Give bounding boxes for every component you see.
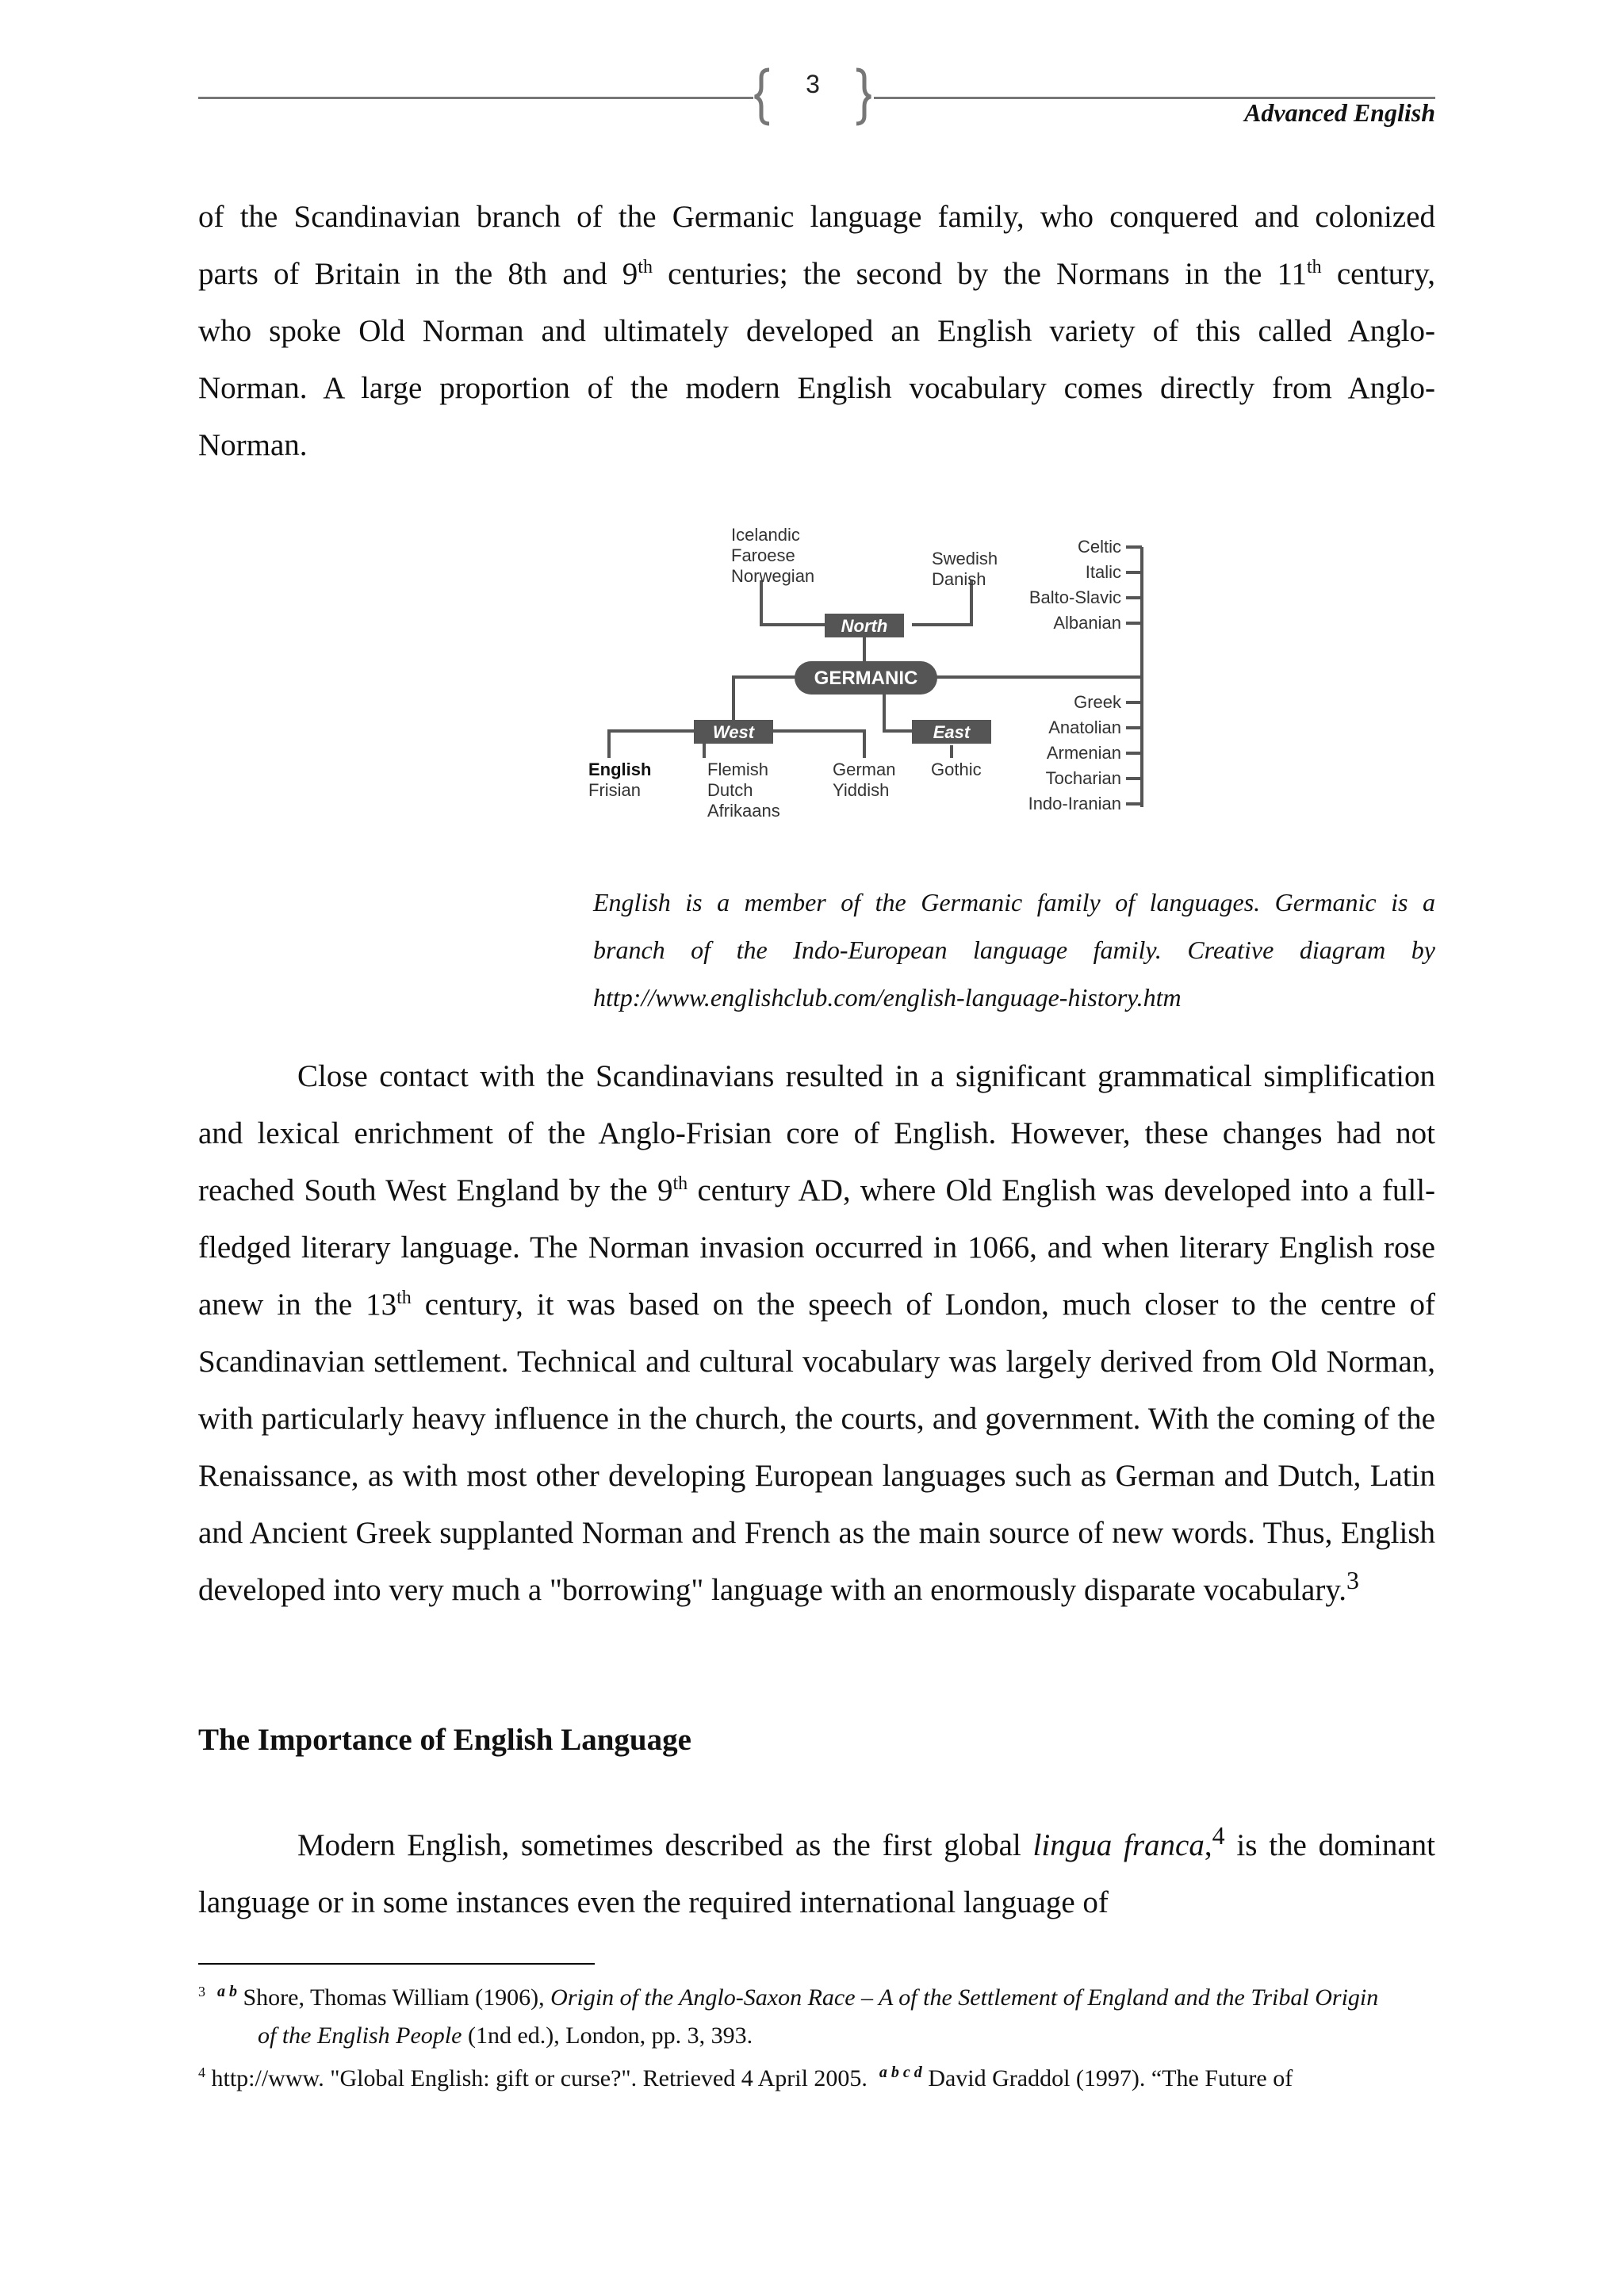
caption-line-1: English is a member of the Germanic family of languages. Germanic is a — [593, 888, 1435, 916]
footnote-number: 3 — [198, 1984, 205, 1999]
germanic-language-tree-figure — [579, 523, 1182, 840]
tree-label-icelandic: Icelandic — [731, 525, 800, 545]
text-run: century, it was based on the speech of London, much closer to the centre of Scandinavian settlement. Technical and cultural vocabulary was largely derived from Old Norman, with particularly heavy influence in the church, the courts, and government. With the coming of the Renaissance, as with most other developing European languages such as German and Dutch, Latin and Ancient Greek supplanted Norman and French as the main source of new words. Thus, English developed into very much a "borrowing" language with an enormously disparate vocabulary. — [198, 1288, 1435, 1607]
footnote-4-line-1 — [198, 2060, 1435, 2098]
footnote-ref-3[interactable]: 3 — [1346, 1566, 1360, 1594]
paragraph-1-line-2 — [198, 246, 1435, 303]
footnote-number: 4 — [198, 2064, 205, 2080]
superscript: th — [1307, 257, 1322, 277]
page-number-bracket — [752, 63, 874, 127]
tree-label-flemish: Flemish — [707, 760, 769, 779]
tree-label-albanian: Albanian — [1053, 613, 1121, 633]
paragraph-1 — [198, 189, 1435, 474]
text-run: , — [1204, 1828, 1212, 1862]
tree-label-gothic: Gothic — [931, 760, 982, 779]
superscript: th — [396, 1288, 412, 1308]
tree-label-frisian: Frisian — [588, 780, 642, 800]
text-run: http://www. "Global English: gift or curse?". Retrieved 4 April 2005. — [205, 2065, 874, 2091]
tree-label-west: West — [712, 722, 755, 742]
tree-label-afrikaans: Afrikaans — [707, 801, 780, 821]
text-run: century AD, where Old English was developed into a full-fledged literary language. The Norman invasion occurred in 1066, and when literary English rose anew in the 13 — [198, 1173, 1436, 1322]
tree-label-indo-iranian: Indo-Iranian — [1028, 794, 1121, 813]
tree-label-german: German — [833, 760, 896, 779]
tree-label-danish: Danish — [932, 569, 986, 589]
italic-title: of the English People — [258, 2022, 462, 2049]
footnote-separator — [198, 1963, 595, 1965]
backref-marks[interactable]: a b — [217, 1983, 237, 2000]
tree-label-swedish: Swedish — [932, 549, 998, 568]
page-number: 3 — [806, 70, 820, 98]
figure-caption — [593, 878, 1435, 1021]
tree-label-east: East — [933, 722, 971, 742]
tree-label-norwegian: Norwegian — [731, 566, 815, 586]
footnote-3 — [198, 1979, 1435, 2055]
tree-label-anatolian: Anatolian — [1048, 718, 1121, 737]
footnote-3-line-1 — [198, 1979, 1435, 2017]
italic-title: Origin of the Anglo-Saxon Race – A of the Settlement of England and the Tribal Origin — [550, 1984, 1379, 2011]
section-heading: The Importance of English Language — [198, 1723, 691, 1757]
footnote-3-line-2 — [198, 2017, 1435, 2055]
tree-label-celtic: Celtic — [1077, 537, 1121, 557]
text-run: Modern English, sometimes described as the first global — [297, 1828, 1033, 1862]
tree-label-dutch: Dutch — [707, 780, 753, 800]
tree-label-north: North — [841, 616, 888, 636]
caption-line-3: http://www.englishclub.com/english-language-history.htm — [593, 983, 1182, 1012]
text-run: David Graddol (1997). “The Future of — [921, 2065, 1293, 2091]
language-tree-diagram — [579, 523, 1182, 840]
paragraph-3 — [198, 1817, 1435, 1931]
tree-label-faroese: Faroese — [731, 545, 795, 565]
caption-line-2: branch of the Indo-European language family. Creative diagram by — [593, 936, 1435, 964]
paragraph-2 — [198, 1048, 1435, 1619]
text-run: century, — [1321, 257, 1435, 291]
text-run: Shore, Thomas William (1906), — [237, 1984, 551, 2011]
paragraph-1-line-4: Norman. A large proportion of the modern English vocabulary comes directly from Anglo- — [198, 371, 1435, 405]
tree-label-italic: Italic — [1085, 562, 1121, 582]
footnote-4 — [198, 2060, 1435, 2098]
tree-label-balto-slavic: Balto-Slavic — [1028, 587, 1121, 607]
text-run: Close contact with the Scandinavians resulted in a significant grammatical simplification and lexical enrichment of the Anglo-Frisian core of English. However, these changes had not reached South West England by the 9 — [198, 1059, 1435, 1207]
italic-term: lingua franca — [1032, 1828, 1205, 1862]
tree-label-armenian: Armenian — [1046, 743, 1121, 763]
tree-label-english: English — [588, 760, 652, 779]
text-run: parts of Britain in the 8th and 9 — [198, 257, 638, 291]
text-run: centuries; the second by the Normans in the 11 — [652, 257, 1308, 291]
tree-label-tocharian: Tocharian — [1045, 768, 1121, 788]
tree-label-germanic: GERMANIC — [814, 668, 918, 689]
paragraph-1-line-1: of the Scandinavian branch of the Germanic language family, who conquered and colonized — [198, 200, 1435, 234]
header-rule-left — [198, 97, 753, 99]
paragraph-1-line-5: Norman. — [198, 428, 308, 462]
paragraph-1-line-3: who spoke Old Norman and ultimately developed an English variety of this called Anglo- — [198, 314, 1435, 348]
superscript: th — [672, 1173, 688, 1194]
tree-label-yiddish: Yiddish — [833, 780, 890, 800]
footnote-ref-4[interactable]: 4 — [1212, 1821, 1225, 1850]
text-run: (1nd ed.), London, pp. 3, 393. — [462, 2022, 753, 2049]
text-run: is the dominant language or in some instances even the required international language of — [198, 1828, 1435, 1919]
tree-label-greek: Greek — [1074, 692, 1121, 712]
superscript: th — [638, 257, 653, 277]
backref-marks[interactable]: a b c d — [879, 2064, 922, 2081]
running-title: Advanced English — [1244, 98, 1435, 127]
